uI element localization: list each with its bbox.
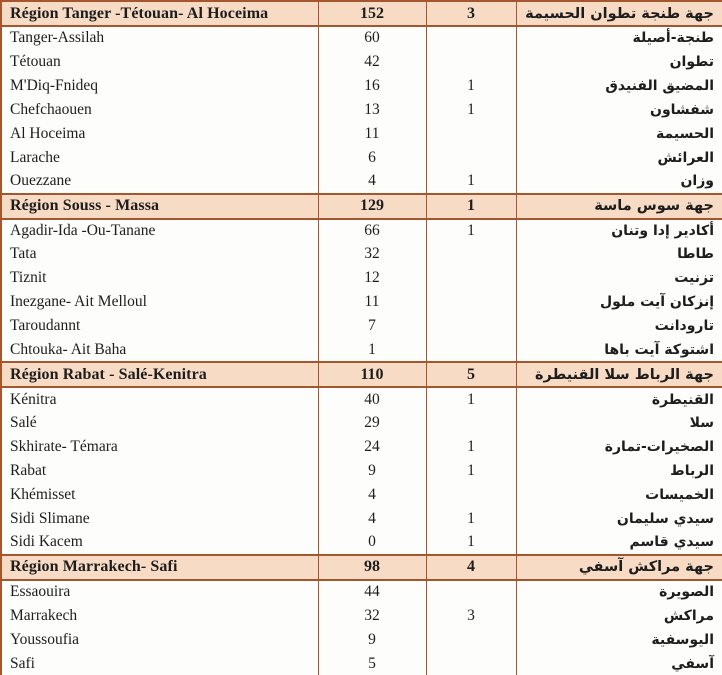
case-count: 6	[318, 146, 426, 170]
prefecture-row	[1, 170, 722, 194]
prefecture-name-fr: Tétouan	[10, 52, 61, 70]
region-name-fr: Région Marrakech- Safi	[1, 555, 318, 580]
secondary-count	[426, 580, 516, 604]
prefecture-name-fr: Youssoufia	[10, 630, 80, 648]
case-count: 32	[318, 243, 426, 267]
region-name-fr: Région Rabat - Salé-Kenitra	[1, 362, 318, 387]
secondary-count	[426, 483, 516, 507]
prefecture-name-ar: الصويرة	[516, 580, 722, 604]
region-name-ar: جهة مراكش آسفي	[516, 555, 722, 580]
prefecture-name-fr: Essaouira	[10, 583, 71, 601]
case-count: 5	[318, 652, 426, 675]
prefecture-name-ar: طاطا	[516, 243, 722, 267]
prefecture-name-fr: Tata	[10, 245, 37, 263]
prefecture-row	[1, 122, 722, 146]
prefecture-name-fr: Kénitra	[10, 390, 57, 408]
region-total: 110	[318, 362, 426, 387]
region-header-row	[1, 194, 722, 219]
case-count: 66	[318, 219, 426, 243]
prefecture-name-fr: Safi	[10, 654, 35, 672]
secondary-count: 1	[426, 435, 516, 459]
prefecture-name-fr: Al Hoceima	[10, 124, 86, 142]
case-count: 42	[318, 50, 426, 74]
case-count: 4	[318, 170, 426, 194]
prefecture-row	[1, 290, 722, 314]
prefecture-name-ar: وزان	[516, 170, 722, 194]
prefecture-name-fr: Taroudannt	[10, 317, 81, 335]
region-name-ar: جهة الرباط سلا القنيطرة	[516, 362, 722, 387]
secondary-count: 1	[426, 98, 516, 122]
prefecture-name-ar: أكادير إدا وتنان	[516, 219, 722, 243]
region-name-fr: Région Souss - Massa	[1, 194, 318, 219]
case-count: 13	[318, 98, 426, 122]
case-count: 12	[318, 266, 426, 290]
case-count: 29	[318, 411, 426, 435]
region-name-fr: Région Tanger -Tétouan- Al Hoceima	[1, 1, 318, 26]
prefecture-name-fr: Inezgane- Ait Melloul	[10, 293, 147, 311]
case-count: 44	[318, 580, 426, 604]
prefecture-name-fr: Ouezzane	[10, 172, 72, 190]
prefecture-name-ar: القنيطرة	[516, 387, 722, 411]
prefecture-name-ar: سيدي سليمان	[516, 507, 722, 531]
secondary-count: 1	[426, 170, 516, 194]
prefecture-name-fr: Salé	[10, 414, 37, 432]
region-header-row	[1, 362, 722, 387]
case-count: 4	[318, 507, 426, 531]
case-count: 24	[318, 435, 426, 459]
prefecture-row	[1, 50, 722, 74]
prefecture-name-ar: المضيق الفنيدق	[516, 74, 722, 98]
secondary-count	[426, 314, 516, 338]
secondary-count	[426, 122, 516, 146]
secondary-count	[426, 290, 516, 314]
case-count: 11	[318, 290, 426, 314]
prefecture-name-fr: Sidi Kacem	[10, 533, 83, 551]
prefecture-name-ar: العرائش	[516, 146, 722, 170]
region-secondary-total: 1	[426, 194, 516, 219]
secondary-count: 1	[426, 531, 516, 555]
prefecture-name-ar: الحسيمة	[516, 122, 722, 146]
secondary-count	[426, 26, 516, 50]
prefecture-name-ar: سيدي قاسم	[516, 531, 722, 555]
region-total: 98	[318, 555, 426, 580]
case-count: 9	[318, 628, 426, 652]
secondary-count	[426, 50, 516, 74]
prefecture-row	[1, 411, 722, 435]
case-count: 4	[318, 483, 426, 507]
prefecture-name-fr: Khémisset	[10, 485, 76, 503]
prefecture-name-ar: سلا	[516, 411, 722, 435]
prefecture-name-ar: الصخيرات-تمارة	[516, 435, 722, 459]
secondary-count: 1	[426, 507, 516, 531]
prefecture-name-ar: شفشاون	[516, 98, 722, 122]
prefecture-name-ar: إنزكان آيت ملول	[516, 290, 722, 314]
region-header-row	[1, 555, 722, 580]
prefecture-row	[1, 531, 722, 555]
secondary-count	[426, 243, 516, 267]
case-count: 1	[318, 338, 426, 362]
region-header-row	[1, 1, 722, 26]
region-total: 152	[318, 1, 426, 26]
prefecture-row	[1, 338, 722, 362]
secondary-count: 1	[426, 74, 516, 98]
region-name-ar: جهة طنجة تطوان الحسيمة	[516, 1, 722, 26]
prefecture-name-ar: طنجة-أصيلة	[516, 26, 722, 50]
case-count: 0	[318, 531, 426, 555]
region-total: 129	[318, 194, 426, 219]
prefecture-name-fr: Skhirate- Témara	[10, 438, 118, 456]
prefecture-name-ar: تارودانت	[516, 314, 722, 338]
region-secondary-total: 3	[426, 1, 516, 26]
prefecture-name-ar: الرباط	[516, 459, 722, 483]
prefecture-name-ar: تزنيت	[516, 266, 722, 290]
table-body	[1, 1, 722, 675]
region-secondary-total: 5	[426, 362, 516, 387]
prefecture-name-ar: آسفي	[516, 652, 722, 675]
secondary-count	[426, 628, 516, 652]
secondary-count: 1	[426, 219, 516, 243]
secondary-count: 3	[426, 604, 516, 628]
prefecture-name-fr: M'Diq-Fnideq	[10, 76, 99, 94]
secondary-count	[426, 266, 516, 290]
prefecture-name-ar: مراكش	[516, 604, 722, 628]
prefecture-name-fr: Chefchaouen	[10, 100, 92, 118]
prefecture-row	[1, 243, 722, 267]
prefecture-row	[1, 459, 722, 483]
prefecture-row	[1, 580, 722, 604]
prefecture-row	[1, 483, 722, 507]
prefecture-name-fr: Tanger-Assilah	[10, 29, 105, 47]
prefecture-name-fr: Tiznit	[10, 269, 47, 287]
prefecture-name-fr: Marrakech	[10, 606, 78, 624]
case-count: 32	[318, 604, 426, 628]
prefecture-row	[1, 219, 722, 243]
secondary-count: 1	[426, 387, 516, 411]
secondary-count	[426, 411, 516, 435]
case-count: 40	[318, 387, 426, 411]
prefecture-row	[1, 74, 722, 98]
prefecture-row	[1, 387, 722, 411]
case-count: 7	[318, 314, 426, 338]
prefecture-row	[1, 628, 722, 652]
case-count: 11	[318, 122, 426, 146]
prefecture-row	[1, 507, 722, 531]
prefecture-row	[1, 435, 722, 459]
prefecture-name-fr: Rabat	[10, 461, 47, 479]
secondary-count	[426, 146, 516, 170]
secondary-count	[426, 338, 516, 362]
prefecture-row	[1, 98, 722, 122]
prefecture-row	[1, 652, 722, 675]
prefecture-row	[1, 266, 722, 290]
secondary-count	[426, 652, 516, 675]
prefecture-name-fr: Chtouka- Ait Baha	[10, 340, 127, 358]
prefecture-row	[1, 604, 722, 628]
region-secondary-total: 4	[426, 555, 516, 580]
case-count: 60	[318, 26, 426, 50]
prefecture-name-fr: Sidi Slimane	[10, 509, 90, 527]
region-name-ar: جهة سوس ماسة	[516, 194, 722, 219]
prefecture-row	[1, 146, 722, 170]
prefecture-row	[1, 26, 722, 50]
case-count: 9	[318, 459, 426, 483]
prefecture-name-ar: الخميسات	[516, 483, 722, 507]
prefecture-name-fr: Larache	[10, 148, 60, 166]
prefecture-name-ar: تطوان	[516, 50, 722, 74]
prefecture-name-ar: اشتوكة آيت باها	[516, 338, 722, 362]
case-count: 16	[318, 74, 426, 98]
prefecture-row	[1, 314, 722, 338]
prefecture-name-fr: Agadir-Ida -Ou-Tanane	[10, 222, 156, 240]
secondary-count: 1	[426, 459, 516, 483]
prefecture-name-ar: اليوسفية	[516, 628, 722, 652]
